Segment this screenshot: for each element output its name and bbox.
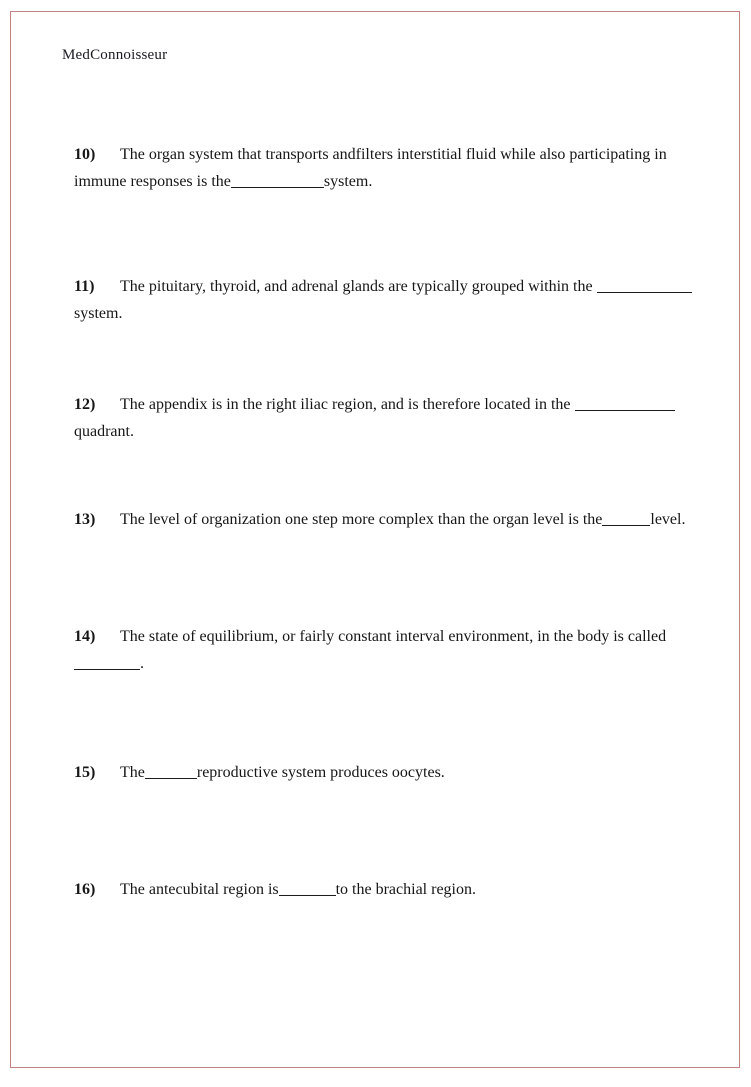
answer-blank xyxy=(597,277,692,293)
question-text: immune responses is the xyxy=(74,173,231,190)
question-number: 15) xyxy=(74,764,96,781)
question-number: 16) xyxy=(74,881,96,898)
question-text: to the brachial region. xyxy=(335,881,476,898)
answer-blank xyxy=(231,172,324,188)
question-text: The pituitary, thyroid, and adrenal glands are typically grouped within the xyxy=(120,278,597,295)
question-item-10 xyxy=(74,141,714,195)
answer-blank xyxy=(145,763,197,779)
question-item-12 xyxy=(74,391,714,445)
question-item-16 xyxy=(74,876,714,903)
question-text: The xyxy=(120,764,145,781)
question-text: The appendix is in the right iliac region, and is therefore located in the xyxy=(120,396,575,413)
question-number: 14) xyxy=(74,628,96,645)
question-number: 10) xyxy=(74,146,96,163)
question-number: 12) xyxy=(74,396,96,413)
question-text: The antecubital region is xyxy=(120,881,279,898)
question-number: 11) xyxy=(74,278,95,295)
answer-blank xyxy=(279,880,336,896)
answer-blank xyxy=(602,510,650,526)
question-number: 13) xyxy=(74,511,96,528)
question-text: The level of organization one step more complex than the organ level is the xyxy=(120,511,603,528)
question-text: system. xyxy=(74,305,123,322)
brand-title: MedConnoisseur xyxy=(62,47,168,63)
question-item-14 xyxy=(74,623,714,677)
question-text: . xyxy=(140,655,144,672)
document-page xyxy=(10,11,740,1068)
answer-blank xyxy=(74,654,140,670)
question-text: The organ system that transports andfilters interstitial fluid while also participating in xyxy=(120,146,667,163)
question-item-15 xyxy=(74,759,714,786)
question-text: The state of equilibrium, or fairly constant interval environment, in the body is called xyxy=(120,628,667,645)
question-text: system. xyxy=(323,173,373,190)
answer-blank xyxy=(575,395,675,411)
question-text: quadrant. xyxy=(74,423,134,440)
question-text: reproductive system produces oocytes. xyxy=(196,764,445,781)
question-text: level. xyxy=(650,511,686,528)
question-item-13 xyxy=(74,506,714,533)
question-item-11 xyxy=(74,273,714,327)
